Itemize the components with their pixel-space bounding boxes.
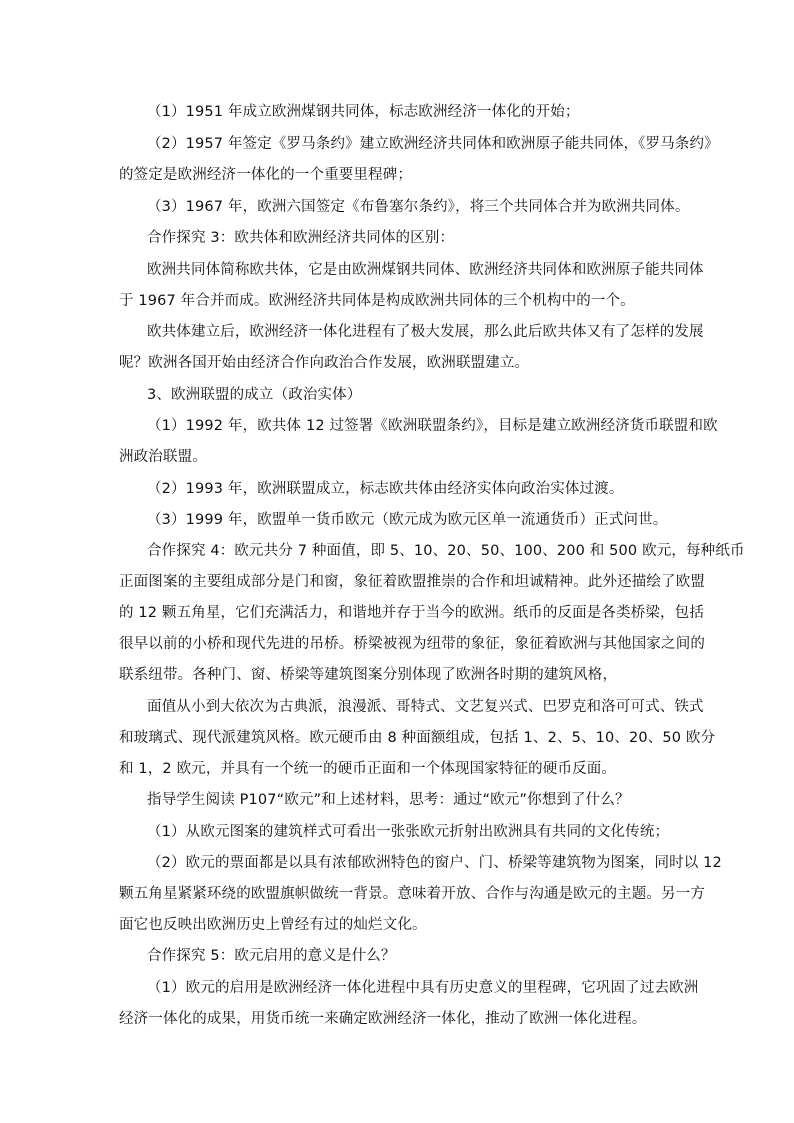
text-line: 的 12 颗五角星，它们充满活力，和谐地并存于当今的欧洲。纸币的反面是各类桥梁，包括 [119, 605, 704, 621]
text-line: 合作探究 5：欧元启用的意义是什么？ [147, 948, 396, 964]
text-line: 很早以前的小桥和现代先进的吊桥。桥梁被视为纽带的象征，象征着欧洲与其他国家之间的 [119, 636, 705, 652]
text-line: 于 1967 年合并而成。欧洲经济共同体是构成欧洲共同体的三个机构中的一个。 [119, 293, 635, 309]
text-line: 正面图案的主要组成部分是门和窗，象征着欧盟推崇的合作和坦诚精神。此外还描绘了欧盟 [119, 574, 705, 590]
text-line: （3）1967 年，欧洲六国签定《布鲁塞尔条约》，将三个共同体合并为欧洲共同体。 [147, 199, 690, 215]
text-line: （1）1951 年成立欧洲煤钢共同体，标志欧洲经济一体化的开始； [147, 104, 580, 120]
text-line: 联系纽带。各种门、窗、桥梁等建筑图案分别体现了欧洲各时期的建筑风格， [119, 667, 618, 683]
text-line: 指导学生阅读 P107“欧元”和上述材料，思考：通过“欧元”你想到了什么？ [147, 792, 630, 808]
text-line: 经济一体化的成果，用货币统一来确定欧洲经济一体化，推动了欧洲一体化进程。 [119, 1011, 647, 1027]
text-line: （1）1992 年，欧共体 12 过签署《欧洲联盟条约》，目标是建立欧洲经济货币联盟和欧 [147, 418, 718, 434]
text-line: 颗五角星紧紧环绕的欧盟旗帜做统一背景。意味着开放、合作与沟通是欧元的主题。另一方 [119, 886, 705, 902]
text-line: 3、欧洲联盟的成立（政治实体） [147, 387, 362, 403]
text-line: 洲政治联盟。 [119, 449, 207, 465]
text-line: 合作探究 4：欧元共分 7 种面值，即 5、10、20、50、100、200 和 500 欧元，每种纸币 [147, 543, 745, 559]
text-line: （2）欧元的票面都是以具有浓郁欧洲特色的窗户、门、桥梁等建筑物为图案，同时以 12 [147, 855, 722, 871]
text-line: 和 1，2 欧元，并具有一个统一的硬币正面和一个体现国家特征的硬币反面。 [119, 761, 617, 777]
text-line: 呢？欧洲各国开始由经济合作向政治合作发展，欧洲联盟建立。 [119, 355, 530, 371]
text-line: （2）1957 年签定《罗马条约》建立欧洲经济共同体和欧洲原子能共同体，《罗马条约》 [147, 136, 719, 152]
text-line: （2）1993 年，欧洲联盟成立，标志欧共体由经济实体向政治实体过渡。 [147, 481, 624, 497]
text-line: 欧共体建立后，欧洲经济一体化进程有了极大发展，那么此后欧共体又有了怎样的发展 [147, 324, 704, 340]
text-line: 合作探究 3：欧共体和欧洲经济共同体的区别： [147, 230, 455, 246]
text-line: 和玻璃式、现代派建筑风格。欧元硬币由 8 种面额组成，包括 1、2、5、10、20、50 欧分 [119, 730, 716, 746]
text-line: （1）从欧元图案的建筑样式可看出一张张欧元折射出欧洲具有共同的文化传统； [147, 824, 670, 840]
text-line: 面值从小到大依次为古典派，浪漫派、哥特式、文艺复兴式、巴罗克和洛可可式、铁式 [147, 699, 704, 715]
text-line: （1）欧元的启用是欧洲经济一体化进程中具有历史意义的里程碑，它巩固了过去欧洲 [147, 980, 699, 996]
text-line: （3）1999 年，欧盟单一货币欧元（欧元成为欧元区单一流通货币）正式问世。 [147, 512, 668, 528]
text-line: 的签定是欧洲经济一体化的一个重要里程碑； [119, 167, 412, 183]
text-line: 欧洲共同体简称欧共体，它是由欧洲煤钢共同体、欧洲经济共同体和欧洲原子能共同体 [147, 262, 704, 278]
text-line: 面它也反映出欧洲历史上曾经有过的灿烂文化。 [119, 917, 427, 933]
